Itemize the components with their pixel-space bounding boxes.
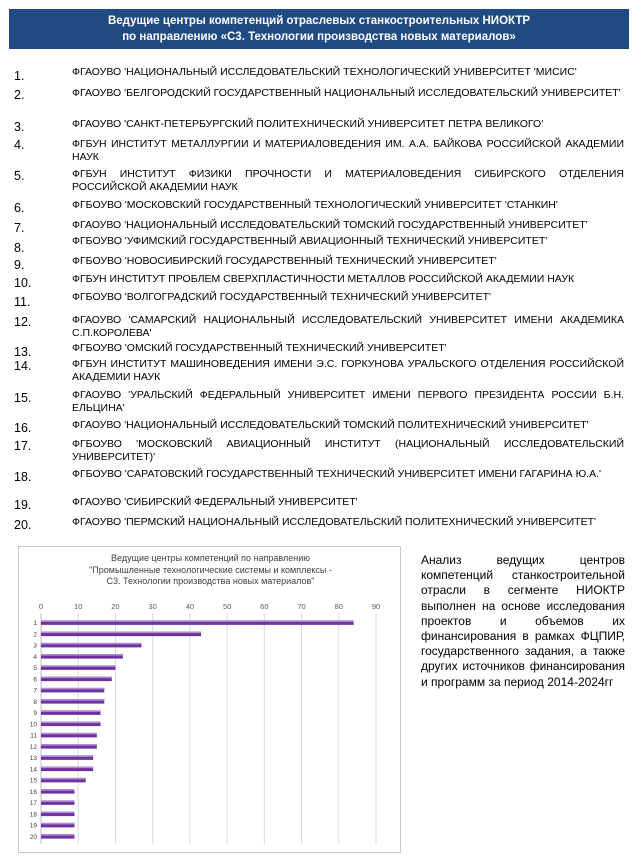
list-item-text: ФГАОУВО 'СИБИРСКИЙ ФЕДЕРАЛЬНЫЙ УНИВЕРСИТЕТ' xyxy=(72,496,358,508)
list-item-number: 9. xyxy=(14,258,25,272)
bar-highlight xyxy=(41,677,112,679)
bar-highlight xyxy=(41,812,75,814)
bar-highlight xyxy=(41,632,201,634)
list-item-number: 1. xyxy=(14,69,25,83)
list-item-number: 17. xyxy=(14,439,32,453)
y-tick-label: 13 xyxy=(29,755,37,763)
header-line-1: Ведущие центры компетенций отраслевых станкостроительных НИОКТР xyxy=(107,15,531,27)
x-tick-label: 10 xyxy=(74,602,83,611)
list-item-text: ФГБОУВО 'ВОЛГОГРАДСКИЙ ГОСУДАРСТВЕННЫЙ ТЕХНИЧЕСКИЙ УНИВЕРСИТЕТ' xyxy=(72,291,492,303)
list-item-text: ФГБОУВО 'НОВОСИБИРСКИЙ ГОСУДАРСТВЕННЫЙ ТЕХНИЧЕСКИЙ УНИВЕРСИТЕТ' xyxy=(72,255,497,267)
bar-highlight xyxy=(41,710,101,712)
y-tick-label: 2 xyxy=(33,631,37,639)
bar-highlight xyxy=(41,834,75,836)
list-item-number: 6. xyxy=(14,201,25,215)
list-item-number: 14. xyxy=(14,359,32,373)
list-item-text: ФГБУН ИНСТИТУТ МАШИНОВЕДЕНИЯ ИМЕНИ Э.С. ГОРКУНОВА УРАЛЬСКОГО ОТДЕЛЕНИЯ РОССИЙСКОЙ АКАДЕМИИ НАУК xyxy=(72,358,624,383)
list-item-text: ФГАОУВО 'НАЦИОНАЛЬНЫЙ ИССЛЕДОВАТЕЛЬСКИЙ ТОМСКИЙ ПОЛИТЕХНИЧЕСКИЙ УНИВЕРСИТЕТ' xyxy=(72,419,589,431)
y-tick-label: 16 xyxy=(29,788,37,796)
y-tick-label: 3 xyxy=(33,642,37,650)
y-tick-label: 1 xyxy=(33,620,37,628)
y-tick-label: 12 xyxy=(29,743,37,751)
y-tick-label: 10 xyxy=(29,721,37,729)
bar-highlight xyxy=(41,665,115,667)
list-item-number: 7. xyxy=(14,221,25,235)
list-item-text: ФГБУН ИНСТИТУТ ФИЗИКИ ПРОЧНОСТИ И МАТЕРИАЛОВЕДЕНИЯ СИБИРСКОГО ОТДЕЛЕНИЯ РОССИЙСКОЙ АКАДЕМИИ НАУК xyxy=(72,168,624,193)
bar-highlight xyxy=(41,654,123,656)
x-tick-label: 80 xyxy=(334,602,343,611)
list-item-number: 18. xyxy=(14,470,32,484)
header-line-2: по направлению «С3. Технологии производства новых материалов» xyxy=(122,31,516,43)
bar-highlight xyxy=(41,778,86,780)
y-tick-label: 17 xyxy=(29,800,37,808)
list-item-text: ФГАОУВО 'НАЦИОНАЛЬНЫЙ ИССЛЕДОВАТЕЛЬСКИЙ ТОМСКИЙ ГОСУДАРСТВЕННЫЙ УНИВЕРСИТЕТ' xyxy=(72,219,588,231)
chart-title-line-3: С3. Технологии производства новых материалов" xyxy=(106,576,315,586)
list-item-text: ФГАОУВО 'САНКТ-ПЕТЕРБУРГСКИЙ ПОЛИТЕХНИЧЕСКИЙ УНИВЕРСИТЕТ ПЕТРА ВЕЛИКОГО' xyxy=(72,118,544,130)
bar-highlight xyxy=(41,789,75,791)
bar-highlight xyxy=(41,823,75,825)
y-tick-label: 18 xyxy=(29,811,37,819)
list-item-number: 20. xyxy=(14,518,32,532)
y-tick-label: 7 xyxy=(33,687,37,695)
list-item-text: ФГБОУВО 'МОСКОВСКИЙ ГОСУДАРСТВЕННЫЙ ТЕХНОЛОГИЧЕСКИЙ УНИВЕРСИТЕТ 'СТАНКИН' xyxy=(72,199,558,211)
x-tick-label: 0 xyxy=(38,602,44,611)
list-item-number: 3. xyxy=(14,120,25,134)
competence-centers-chart xyxy=(18,546,401,853)
list-item-text: ФГБУН ИНСТИТУТ ПРОБЛЕМ СВЕРХПЛАСТИЧНОСТИ МЕТАЛЛОВ РОССИЙСКОЙ АКАДЕМИИ НАУК xyxy=(72,273,575,285)
y-tick-label: 19 xyxy=(29,822,37,830)
list-item-number: 11. xyxy=(14,295,31,309)
bar-highlight xyxy=(41,643,142,645)
bar-highlight xyxy=(41,688,104,690)
y-tick-label: 6 xyxy=(33,676,37,684)
bar-highlight xyxy=(41,800,75,802)
x-tick-label: 20 xyxy=(111,602,120,611)
x-tick-label: 50 xyxy=(222,602,232,611)
y-tick-label: 5 xyxy=(33,665,37,673)
list-item-number: 19. xyxy=(14,498,32,512)
list-item-number: 4. xyxy=(14,138,25,152)
list-item-text: ФГАОУВО 'НАЦИОНАЛЬНЫЙ ИССЛЕДОВАТЕЛЬСКИЙ ТЕХНОЛОГИЧЕСКИЙ УНИВЕРСИТЕТ 'МИСИС' xyxy=(72,66,577,78)
list-item-text: ФГАОУВО 'УРАЛЬСКИЙ ФЕДЕРАЛЬНЫЙ УНИВЕРСИТЕТ ИМЕНИ ПЕРВОГО ПРЕЗИДЕНТА РОССИИ Б.Н. ЕЛЬЦИНА' xyxy=(72,389,624,414)
y-tick-label: 8 xyxy=(33,698,37,706)
y-tick-label: 11 xyxy=(30,732,37,740)
list-item-text: ФГБОУВО 'ОМСКИЙ ГОСУДАРСТВЕННЫЙ ТЕХНИЧЕСКИЙ УНИВЕРСИТЕТ' xyxy=(72,342,447,354)
list-item-number: 8. xyxy=(14,241,25,255)
x-tick-label: 40 xyxy=(185,602,195,611)
bar-highlight xyxy=(41,722,101,724)
list-item-text: ФГБОУВО 'САРАТОВСКИЙ ГОСУДАРСТВЕННЫЙ ТЕХНИЧЕСКИЙ УНИВЕРСИТЕТ ИМЕНИ ГАГАРИНА Ю.А.' xyxy=(72,468,602,480)
list-item-number: 10. xyxy=(14,276,32,290)
bar-highlight xyxy=(41,744,97,746)
list-item-number: 13. xyxy=(14,345,32,359)
bar-chart-svg xyxy=(19,547,402,854)
bar-highlight xyxy=(41,755,93,757)
y-tick-label: 9 xyxy=(33,710,37,718)
list-item-text: ФГБУН ИНСТИТУТ МЕТАЛЛУРГИИ И МАТЕРИАЛОВЕДЕНИЯ ИМ. А.А. БАЙКОВА РОССИЙСКОЙ АКАДЕМИИ НАУК xyxy=(72,138,624,163)
bar-highlight xyxy=(41,699,104,701)
y-tick-label: 15 xyxy=(29,777,37,785)
list-item-number: 5. xyxy=(14,169,25,183)
x-tick-label: 30 xyxy=(148,602,157,611)
list-item-text: ФГАОУВО 'БЕЛГОРОДСКИЙ ГОСУДАРСТВЕННЫЙ НАЦИОНАЛЬНЫЙ ИССЛЕДОВАТЕЛЬСКИЙ УНИВЕРСИТЕТ' xyxy=(72,87,621,99)
list-item-text: ФГАОУВО 'ПЕРМСКИЙ НАЦИОНАЛЬНЫЙ ИССЛЕДОВАТЕЛЬСКИЙ ПОЛИТЕХНИЧЕСКИЙ УНИВЕРСИТЕТ' xyxy=(72,516,596,528)
analysis-paragraph: Анализ ведущих центров компетенций станкостроительной отрасли в сегменте НИОКТР выполнен на основе исследования проектов и объемов их финансирования в рамках ФЦПИР, государственного задания, а также других источников финансирования и программ за период 2014-2024гг xyxy=(421,553,625,689)
chart-title-line-2: "Промышленные технологические системы и комплексы - xyxy=(89,564,332,575)
bar-highlight xyxy=(41,767,93,769)
list-item-text: ФГБОУВО 'МОСКОВСКИЙ АВИАЦИОННЫЙ ИНСТИТУТ (НАЦИОНАЛЬНЫЙ ИССЛЕДОВАТЕЛЬСКИЙ УНИВЕРСИТЕТ)' xyxy=(72,438,624,463)
list-item-number: 2. xyxy=(14,88,25,102)
y-tick-label: 20 xyxy=(29,833,37,841)
y-tick-label: 14 xyxy=(29,766,37,774)
bar-highlight xyxy=(41,620,354,622)
chart-title-line-1: Ведущие центры компетенций по направлению xyxy=(111,553,310,563)
x-tick-label: 90 xyxy=(371,602,381,611)
x-tick-label: 60 xyxy=(260,602,269,611)
bar-highlight xyxy=(41,733,97,735)
y-tick-label: 4 xyxy=(33,653,37,661)
list-item-text: ФГБОУВО 'УФИМСКИЙ ГОСУДАРСТВЕННЫЙ АВИАЦИОННЫЙ ТЕХНИЧЕСКИЙ УНИВЕРСИТЕТ' xyxy=(72,235,548,247)
list-item-number: 16. xyxy=(14,421,32,435)
page-header xyxy=(9,9,629,49)
list-item-number: 12. xyxy=(14,315,32,329)
list-item-text: ФГАОУВО 'САМАРСКИЙ НАЦИОНАЛЬНЫЙ ИССЛЕДОВАТЕЛЬСКИЙ УНИВЕРСИТЕТ ИМЕНИ АКАДЕМИКА С.П.КОРОЛЕВА' xyxy=(72,314,624,339)
x-tick-label: 70 xyxy=(297,602,306,611)
list-item-number: 15. xyxy=(14,391,32,405)
